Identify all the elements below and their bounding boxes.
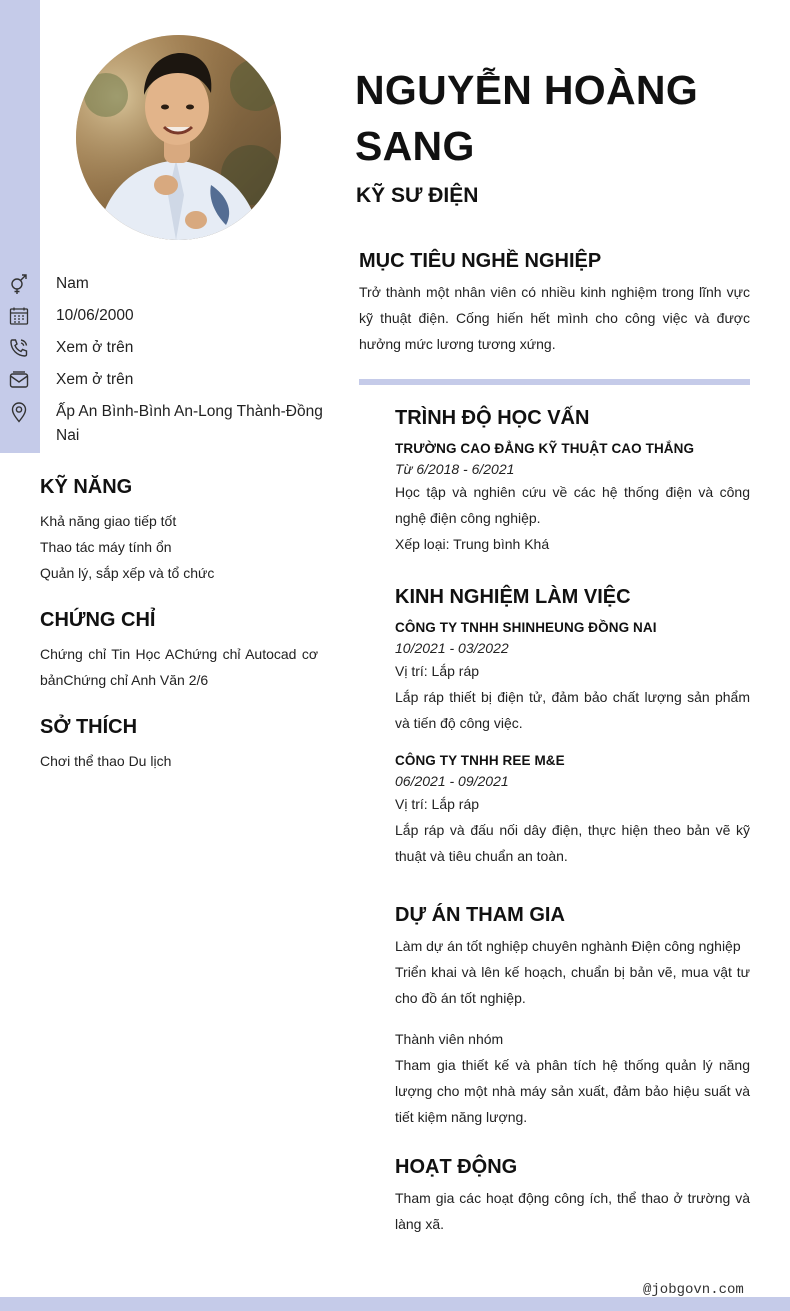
phone-icon bbox=[8, 337, 30, 359]
section-divider bbox=[359, 379, 750, 385]
watermark: @jobgovn.com bbox=[643, 1282, 744, 1298]
experience-position: Vị trí: Lắp ráp bbox=[395, 796, 480, 812]
experience-dates: 10/2021 - 03/2022 bbox=[395, 640, 509, 656]
experience-section bbox=[395, 586, 750, 869]
gender-icon bbox=[8, 273, 30, 295]
contact-address bbox=[0, 396, 330, 452]
project-description: Tham gia thiết kế và phân tích hệ thống quản lý năng lượng cho một nhà máy sản xuất, đảm bảo hiệu suất và tiết kiệm năng lượng. bbox=[395, 1057, 750, 1125]
project-item bbox=[395, 1026, 750, 1130]
experience-title: KINH NGHIỆM LÀM VIỆC bbox=[395, 586, 631, 608]
activities-title: HOẠT ĐỘNG bbox=[395, 1156, 518, 1178]
calendar-icon bbox=[8, 305, 30, 327]
certificates-section bbox=[40, 609, 318, 693]
project-role: Làm dự án tốt nghiệp chuyên nghành Điện công nghiệp bbox=[395, 938, 741, 954]
activities-section bbox=[395, 1156, 750, 1237]
hobbies-section bbox=[40, 716, 318, 774]
contact-phone-value: Xem ở trên bbox=[56, 339, 134, 356]
location-icon bbox=[8, 401, 30, 423]
education-dates: Từ 6/2018 - 6/2021 bbox=[395, 461, 515, 477]
experience-item bbox=[395, 620, 750, 736]
objective-text: Trở thành một nhân viên có nhiều kinh nghiệm trong lĩnh vực kỹ thuật điện. Cống hiến hết mình cho công việc và được hưởng mức lương tương xứng. bbox=[359, 284, 750, 352]
contact-email bbox=[0, 364, 330, 396]
education-school: TRƯỜNG CAO ĐẲNG KỸ THUẬT CAO THẮNG bbox=[395, 441, 695, 456]
skills-section bbox=[40, 476, 318, 586]
hobbies-title: SỞ THÍCH bbox=[40, 716, 138, 738]
education-title: TRÌNH ĐỘ HỌC VẤN bbox=[395, 407, 590, 429]
education-section bbox=[395, 407, 750, 557]
experience-description: Lắp ráp và đấu nối dây điện, thực hiện theo bản vẽ kỹ thuật và tiêu chuẩn an toàn. bbox=[395, 822, 750, 864]
projects-title: DỰ ÁN THAM GIA bbox=[395, 904, 565, 926]
contact-email-value: Xem ở trên bbox=[56, 371, 134, 388]
skills-title: KỸ NĂNG bbox=[40, 476, 133, 498]
objective-title: MỤC TIÊU NGHỀ NGHIỆP bbox=[359, 250, 602, 272]
project-role: Thành viên nhóm bbox=[395, 1031, 504, 1047]
candidate-name: NGUYỄN HOÀNG SANG bbox=[355, 67, 699, 169]
hobbies-text: Chơi thể thao Du lịch bbox=[40, 753, 172, 769]
contact-birthday bbox=[0, 300, 330, 332]
skill-item: Khả năng giao tiếp tốt bbox=[40, 513, 177, 529]
contact-list bbox=[0, 268, 330, 452]
project-description: Triển khai và lên kế hoạch, chuẩn bị bản vẽ, mua vật tư cho đồ án tốt nghiệp. bbox=[395, 964, 750, 1006]
activities-text: Tham gia các hoạt động công ích, thể thao ở trường và làng xã. bbox=[395, 1190, 750, 1232]
objective-section bbox=[359, 250, 750, 357]
project-item bbox=[395, 933, 750, 1011]
skill-item: Quản lý, sắp xếp và tổ chức bbox=[40, 565, 215, 581]
candidate-job-title: KỸ SƯ ĐIỆN bbox=[356, 184, 479, 207]
contact-birthday-value: 10/06/2000 bbox=[56, 307, 134, 324]
profile-photo bbox=[76, 35, 281, 240]
contact-gender-value: Nam bbox=[56, 275, 89, 292]
skill-item: Thao tác máy tính ổn bbox=[40, 539, 172, 555]
experience-description: Lắp ráp thiết bị điện tử, đảm bảo chất lượng sản phẩm và tiến độ công việc. bbox=[395, 689, 750, 731]
projects-section bbox=[395, 904, 750, 1130]
mail-icon bbox=[8, 369, 30, 391]
footer-accent-bar bbox=[0, 1297, 790, 1311]
experience-item bbox=[395, 753, 750, 869]
contact-address-value: Ấp An Bình-Bình An-Long Thành-Đồng Nai bbox=[56, 403, 323, 444]
experience-position: Vị trí: Lắp ráp bbox=[395, 663, 480, 679]
certificates-title: CHỨNG CHỈ bbox=[40, 609, 156, 631]
experience-company: CÔNG TY TNHH SHINHEUNG ĐỒNG NAI bbox=[395, 620, 657, 635]
experience-dates: 06/2021 - 09/2021 bbox=[395, 773, 509, 789]
contact-phone bbox=[0, 332, 330, 364]
education-description: Học tập và nghiên cứu về các hệ thống điện và công nghệ điện công nghiệp. bbox=[395, 484, 750, 526]
education-grade: Xếp loại: Trung bình Khá bbox=[395, 536, 550, 552]
contact-gender bbox=[0, 268, 330, 300]
experience-company: CÔNG TY TNHH REE M&E bbox=[395, 753, 565, 768]
certificates-text: Chứng chỉ Tin Học AChứng chỉ Autocad cơ bảnChứng chỉ Anh Văn 2/6 bbox=[40, 646, 318, 688]
